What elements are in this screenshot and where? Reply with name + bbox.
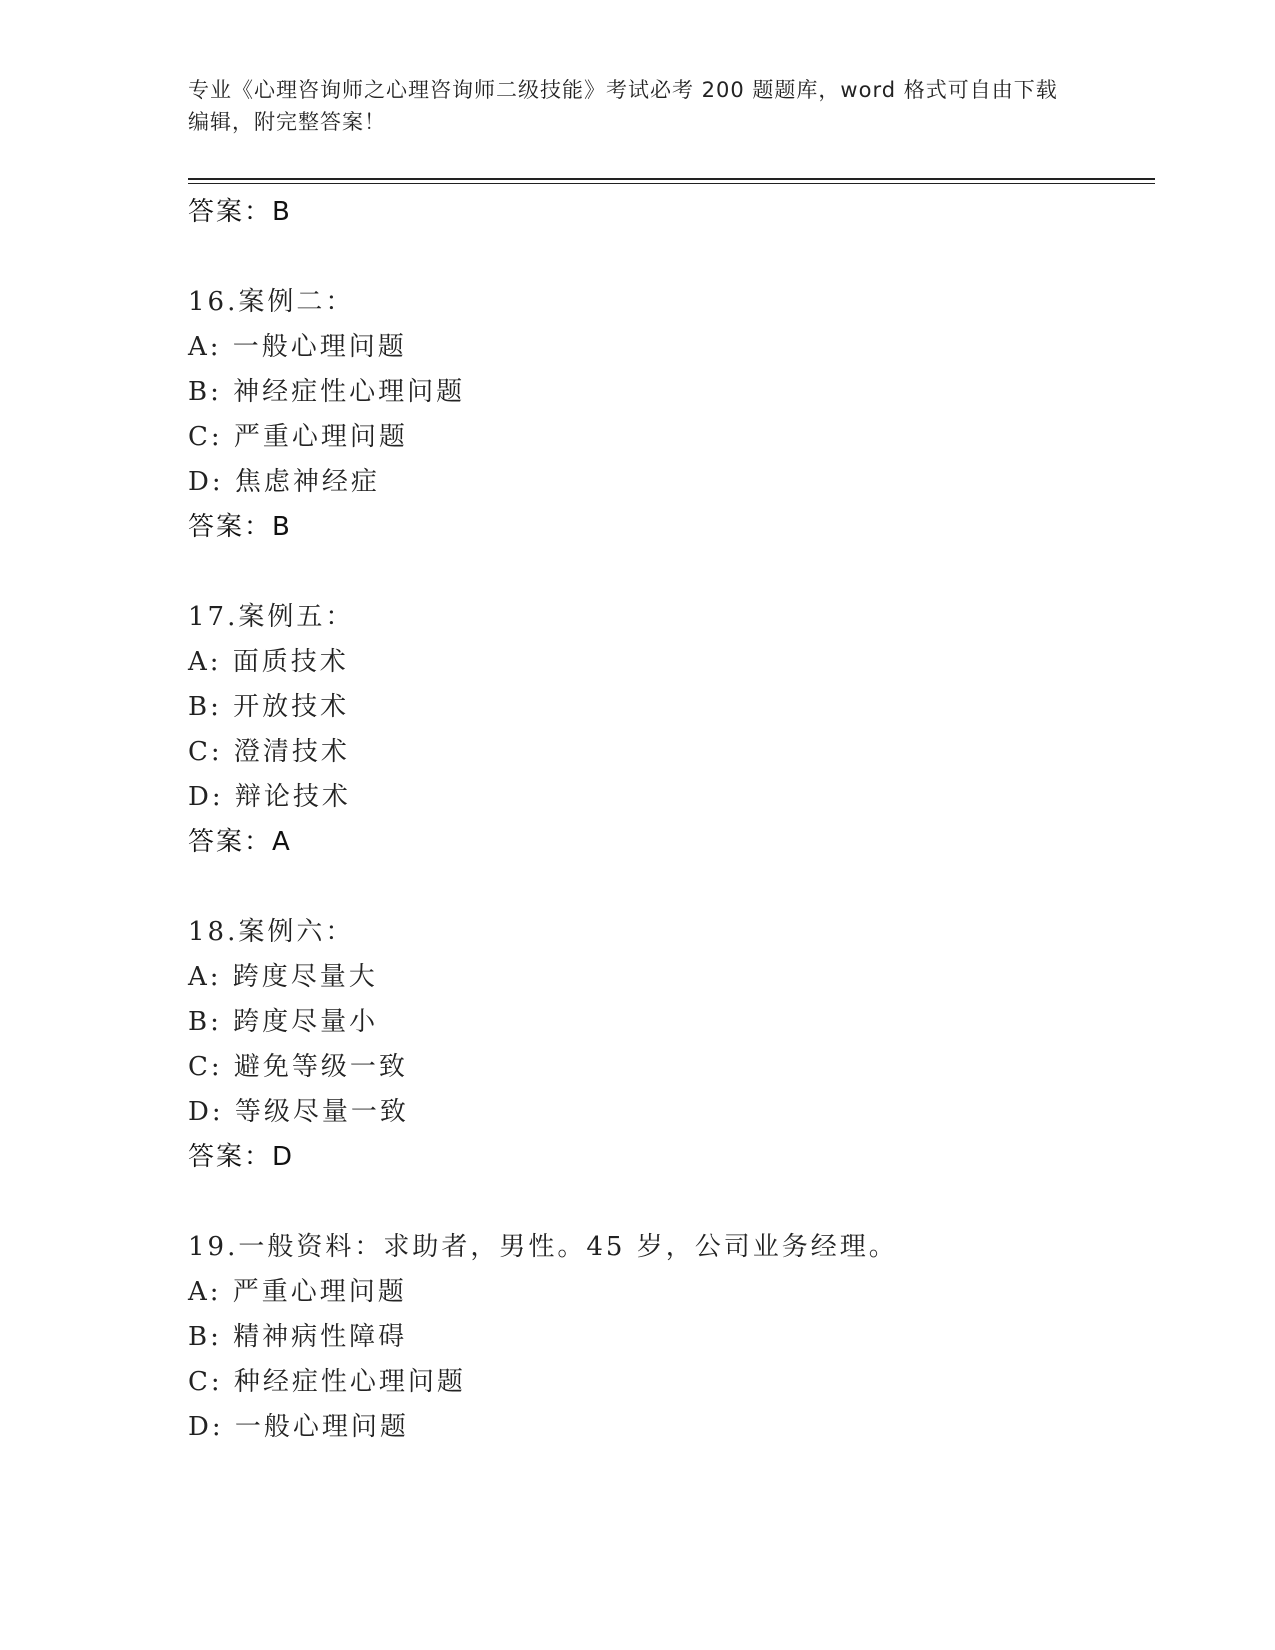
- answer-18: 答案：D: [188, 1142, 295, 1172]
- option-c: C: 严重心理问题: [188, 422, 408, 452]
- question-title-17: 17.案例五：: [188, 602, 355, 632]
- header-divider-thick: [188, 178, 1155, 180]
- question-title-16: 16.案例二：: [188, 287, 355, 317]
- option-a: A: 面质技术: [188, 647, 349, 677]
- question-title-19: 19.一般资料：求助者，男性。45 岁，公司业务经理。: [188, 1232, 898, 1262]
- header-divider-thin: [188, 183, 1155, 184]
- document-header: 专业《心理咨询师之心理咨询师二级技能》考试必考 200 题题库，word 格式可自由下载编辑，附完整答案！: [188, 78, 1058, 134]
- option-b: B: 精神病性障碍: [188, 1322, 408, 1352]
- answer-prev: 答案：B: [188, 197, 292, 227]
- option-b: B: 开放技术: [188, 692, 350, 722]
- option-d: D: 一般心理问题: [188, 1412, 409, 1442]
- option-b: B: 神经症性心理问题: [188, 377, 466, 407]
- option-c: C: 避免等级一致: [188, 1052, 408, 1082]
- option-a: A: 一般心理问题: [188, 332, 407, 362]
- answer-16: 答案：B: [188, 512, 292, 542]
- option-d: D: 等级尽量一致: [188, 1097, 409, 1127]
- option-d: D: 辩论技术: [188, 782, 351, 812]
- option-d: D: 焦虑神经症: [188, 467, 380, 497]
- option-c: C: 澄清技术: [188, 737, 350, 767]
- question-title-18: 18.案例六：: [188, 917, 355, 947]
- option-b: B: 跨度尽量小: [188, 1007, 379, 1037]
- answer-17: 答案：A: [188, 827, 292, 857]
- option-c: C: 种经症性心理问题: [188, 1367, 466, 1397]
- option-a: A: 跨度尽量大: [188, 962, 378, 992]
- option-a: A: 严重心理问题: [188, 1277, 407, 1307]
